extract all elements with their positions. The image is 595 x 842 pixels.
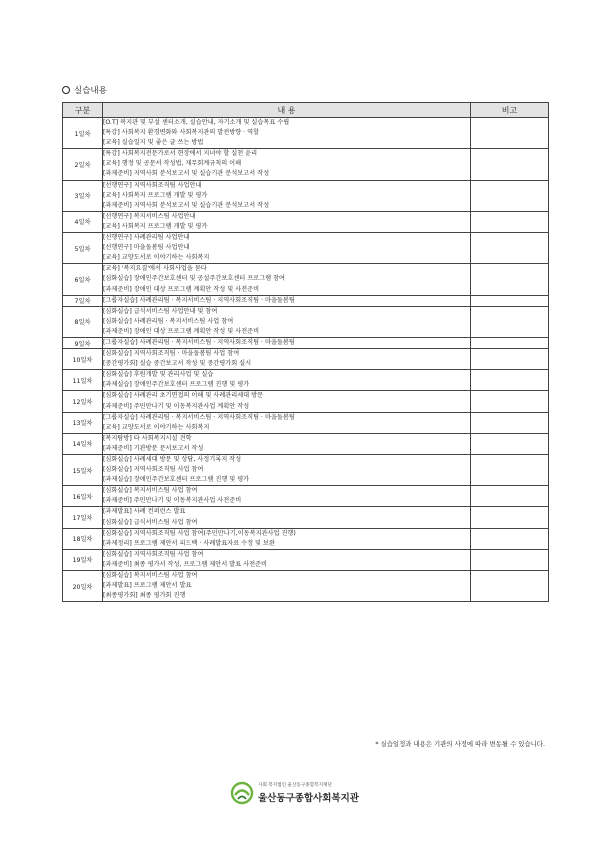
content-line: [교육] '복지요결'에서 사회사업을 묻다 bbox=[103, 265, 207, 273]
header-content: 내 용 bbox=[103, 103, 471, 118]
row-note bbox=[471, 349, 549, 370]
schedule-table bbox=[62, 102, 549, 602]
row-note bbox=[471, 180, 549, 211]
table-row bbox=[63, 486, 549, 507]
row-note bbox=[471, 233, 549, 264]
row-note bbox=[471, 118, 549, 149]
row-note bbox=[471, 391, 549, 412]
row-note bbox=[471, 295, 549, 306]
content-line: [교육] 사회복지 프로그램 개발 및 평가 bbox=[103, 222, 208, 230]
table-row bbox=[63, 507, 549, 528]
content-line: [과제준비] 최종 평가서 작성, 프로그램 제안서 발표 사전준비 bbox=[103, 560, 268, 568]
row-week: 18일차 bbox=[63, 528, 103, 549]
row-note bbox=[471, 370, 549, 391]
content-line: [과제실습] 장애인주간보호센터 프로그램 진행 및 평가 bbox=[103, 381, 250, 389]
content-line: [심화실습] 지역사회조직팀 사업 참여(주민만나기,이동복지관사업 진행) bbox=[103, 529, 296, 537]
content-line: [과제준비] 지역사회 분석보고서 및 실습기관 분석보고서 작성 bbox=[103, 170, 270, 178]
row-note bbox=[471, 306, 549, 337]
content-line: [과제준비] 주민만나기 및 이동복지관사업 계획안 작성 bbox=[103, 402, 250, 410]
row-note bbox=[471, 149, 549, 180]
table-row bbox=[63, 571, 549, 602]
content-line: [과제준비] 장애인 대상 프로그램 계획안 작성 및 사전준비 bbox=[103, 285, 260, 293]
row-week: 9일차 bbox=[63, 337, 103, 348]
row-content bbox=[103, 571, 471, 602]
content-line: [선행연구] 사례관리팀 사업안내 bbox=[103, 234, 190, 242]
content-line: [그룹자실습] 사례관리팀 · 복지서비스팀 · 지역사회조직팀 · 마을돌봄팀 bbox=[103, 338, 295, 346]
footnote: * 실습일정과 내용은 기관의 사정에 따라 변동될 수 있습니다. bbox=[375, 740, 545, 748]
row-note bbox=[471, 528, 549, 549]
schedule-body bbox=[63, 118, 549, 602]
row-note bbox=[471, 571, 549, 602]
row-content bbox=[103, 149, 471, 180]
row-week: 15일차 bbox=[63, 455, 103, 486]
circle-bullet-icon bbox=[62, 86, 70, 94]
row-week: 4일차 bbox=[63, 211, 103, 232]
content-line: [과제준비] 지역사회 분석보고서 및 실습기관 분석보고서 작성 bbox=[103, 201, 270, 209]
row-week: 5일차 bbox=[63, 233, 103, 264]
content-line: [교육] 교양도서로 이야기하는 사회복지 bbox=[103, 254, 210, 262]
row-note bbox=[471, 433, 549, 454]
row-content bbox=[103, 306, 471, 337]
row-note bbox=[471, 549, 549, 570]
row-week: 19일차 bbox=[63, 549, 103, 570]
row-content bbox=[103, 455, 471, 486]
row-content bbox=[103, 391, 471, 412]
content-line: [심화실습] 후원개발 및 관리사업 및 실습 bbox=[103, 371, 214, 379]
table-row bbox=[63, 349, 549, 370]
row-week: 2일차 bbox=[63, 149, 103, 180]
logo-name: 울산동구종합사회복지관 bbox=[258, 793, 359, 804]
row-note bbox=[471, 264, 549, 295]
table-row bbox=[63, 337, 549, 348]
row-content bbox=[103, 370, 471, 391]
row-content bbox=[103, 412, 471, 433]
table-row bbox=[63, 211, 549, 232]
table-row bbox=[63, 391, 549, 412]
table-row bbox=[63, 455, 549, 486]
row-note bbox=[471, 455, 549, 486]
row-note bbox=[471, 507, 549, 528]
table-row bbox=[63, 412, 549, 433]
content-line: [심화실습] 지역사회조직팀 · 마을돌봄팀 사업 참여 bbox=[103, 350, 240, 358]
row-content bbox=[103, 507, 471, 528]
hands-logo-icon bbox=[230, 781, 254, 805]
content-line: [과제발표] 프로그램 제안서 발표 bbox=[103, 582, 192, 590]
content-line: [그룹자실습] 사례관리팀 · 복지서비스팀 · 지역사회조직팀 · 마을돌봄팀 bbox=[103, 296, 295, 304]
row-content bbox=[103, 433, 471, 454]
content-line: [심화실습] 급식서비스팀 사업안내 및 참여 bbox=[103, 307, 218, 315]
content-line: [복지탐방] 타 사회복지시설 견학 bbox=[103, 434, 192, 442]
row-week: 6일차 bbox=[63, 264, 103, 295]
row-week: 16일차 bbox=[63, 486, 103, 507]
table-row bbox=[63, 264, 549, 295]
table-row bbox=[63, 370, 549, 391]
row-content bbox=[103, 264, 471, 295]
row-week: 1일차 bbox=[63, 118, 103, 149]
table-row bbox=[63, 233, 549, 264]
row-content bbox=[103, 528, 471, 549]
row-content bbox=[103, 295, 471, 306]
content-line: [교육] 실습일지 및 좋은 글 쓰는 방법 bbox=[103, 139, 204, 147]
content-line: [과제준비] 장애인 대상 프로그램 계획안 작성 및 사전준비 bbox=[103, 327, 260, 335]
row-week: 12일차 bbox=[63, 391, 103, 412]
row-content bbox=[103, 211, 471, 232]
content-line: [과제준비] 기관방문 문서보고서 작성 bbox=[103, 444, 204, 452]
header-week: 구분 bbox=[63, 103, 103, 118]
content-line: [교육] 사회복지 프로그램 개발 및 평가 bbox=[103, 191, 208, 199]
table-row bbox=[63, 433, 549, 454]
logo-subtitle: 사회 복지법인 울산동구종합복지재단 bbox=[258, 783, 332, 788]
row-week: 20일차 bbox=[63, 571, 103, 602]
row-week: 10일차 bbox=[63, 349, 103, 370]
content-line: [선행연구] 복지서비스팀 사업안내 bbox=[103, 212, 196, 220]
row-content bbox=[103, 180, 471, 211]
content-line: [과제발표] 사례 컨퍼런스 발표 bbox=[103, 508, 186, 516]
table-row bbox=[63, 295, 549, 306]
row-content bbox=[103, 549, 471, 570]
content-line: [교육] 교양도서로 이야기하는 사회복지 bbox=[103, 423, 210, 431]
row-week: 14일차 bbox=[63, 433, 103, 454]
row-week: 17일차 bbox=[63, 507, 103, 528]
row-content bbox=[103, 337, 471, 348]
row-content bbox=[103, 233, 471, 264]
row-note bbox=[471, 337, 549, 348]
content-line: [O.T] 복지관 및 부설 센터소개, 실습안내, 자기소개 및 실습목표 수립 bbox=[103, 119, 290, 126]
row-week: 8일차 bbox=[63, 306, 103, 337]
section-heading bbox=[62, 84, 107, 96]
table-row bbox=[63, 528, 549, 549]
table-row bbox=[63, 118, 549, 149]
row-note bbox=[471, 211, 549, 232]
content-line: [심화실습] 사례세대 방문 및 상담, 사정기록지 작성 bbox=[103, 456, 242, 463]
content-line: [중간평가회] 실습 중간보고서 작성 및 중간평가회 실시 bbox=[103, 360, 252, 368]
content-line: [특강] 사회복지 환경변화와 사회복지관의 발전방향 · 역할 bbox=[103, 129, 260, 137]
content-line: [심화실습] 급식서비스팀 사업 참여 bbox=[103, 518, 198, 526]
content-line: [선행연구] 지역사회조직팀 사업안내 bbox=[103, 181, 202, 189]
row-content bbox=[103, 486, 471, 507]
content-line: [교육] 행정 및 공문서 작성법, 재무회계규칙의 이해 bbox=[103, 160, 242, 168]
content-line: [선행연구] 마을돌봄팀 사업안내 bbox=[103, 244, 190, 252]
content-line: [그룹자실습] 사례관리팀 · 복지서비스팀 · 지역사회조직팀 · 마을돌봄팀 bbox=[103, 413, 295, 421]
content-line: [심화실습] 사례관리팀 · 복지서비스팀 사업 참여 bbox=[103, 317, 234, 325]
content-line: [과제준비] 주민만나기 및 이동복지관사업 사전준비 bbox=[103, 497, 242, 505]
content-line: [최종평가회] 최종 평가회 진행 bbox=[103, 592, 186, 600]
content-line: [심화실습] 복지서비스팀 사업 참여 bbox=[103, 487, 198, 495]
table-row bbox=[63, 306, 549, 337]
row-week: 11일차 bbox=[63, 370, 103, 391]
header-note: 비고 bbox=[471, 103, 549, 118]
organization-logo bbox=[228, 780, 388, 810]
content-line: [특강] 사회복지전문가로서 현장에서 지녀야 할 실천 윤리 bbox=[103, 150, 258, 158]
row-content bbox=[103, 349, 471, 370]
content-line: [심화실습] 사례관리 초기면접의 이해 및 사례관리세대 방문 bbox=[103, 392, 264, 400]
row-week: 3일차 bbox=[63, 180, 103, 211]
row-note bbox=[471, 486, 549, 507]
row-note bbox=[471, 412, 549, 433]
row-content bbox=[103, 118, 471, 149]
row-week: 13일차 bbox=[63, 412, 103, 433]
table-row bbox=[63, 180, 549, 211]
table-row bbox=[63, 549, 549, 570]
content-line: [심화실습] 복지서비스팀 사업 참여 bbox=[103, 572, 198, 580]
content-line: [심화실습] 지역사회조직팀 사업 참여 bbox=[103, 550, 204, 558]
content-line: [과제실습] 장애인주간보호센터 프로그램 진행 및 평가 bbox=[103, 476, 250, 484]
content-line: [심화실습] 지역사회조직팀 사업 참여 bbox=[103, 466, 204, 474]
table-row bbox=[63, 149, 549, 180]
row-week: 7일차 bbox=[63, 295, 103, 306]
table-header-row bbox=[63, 103, 549, 118]
section-title: 실습내용 bbox=[74, 86, 107, 96]
content-line: [심화실습] 장애인주간보호센터 및 공설주간보호센터 프로그램 참여 bbox=[103, 275, 286, 283]
content-line: [과제정리] 프로그램 제안서 피드백 · 사례발표자료 수정 및 보완 bbox=[103, 539, 275, 547]
